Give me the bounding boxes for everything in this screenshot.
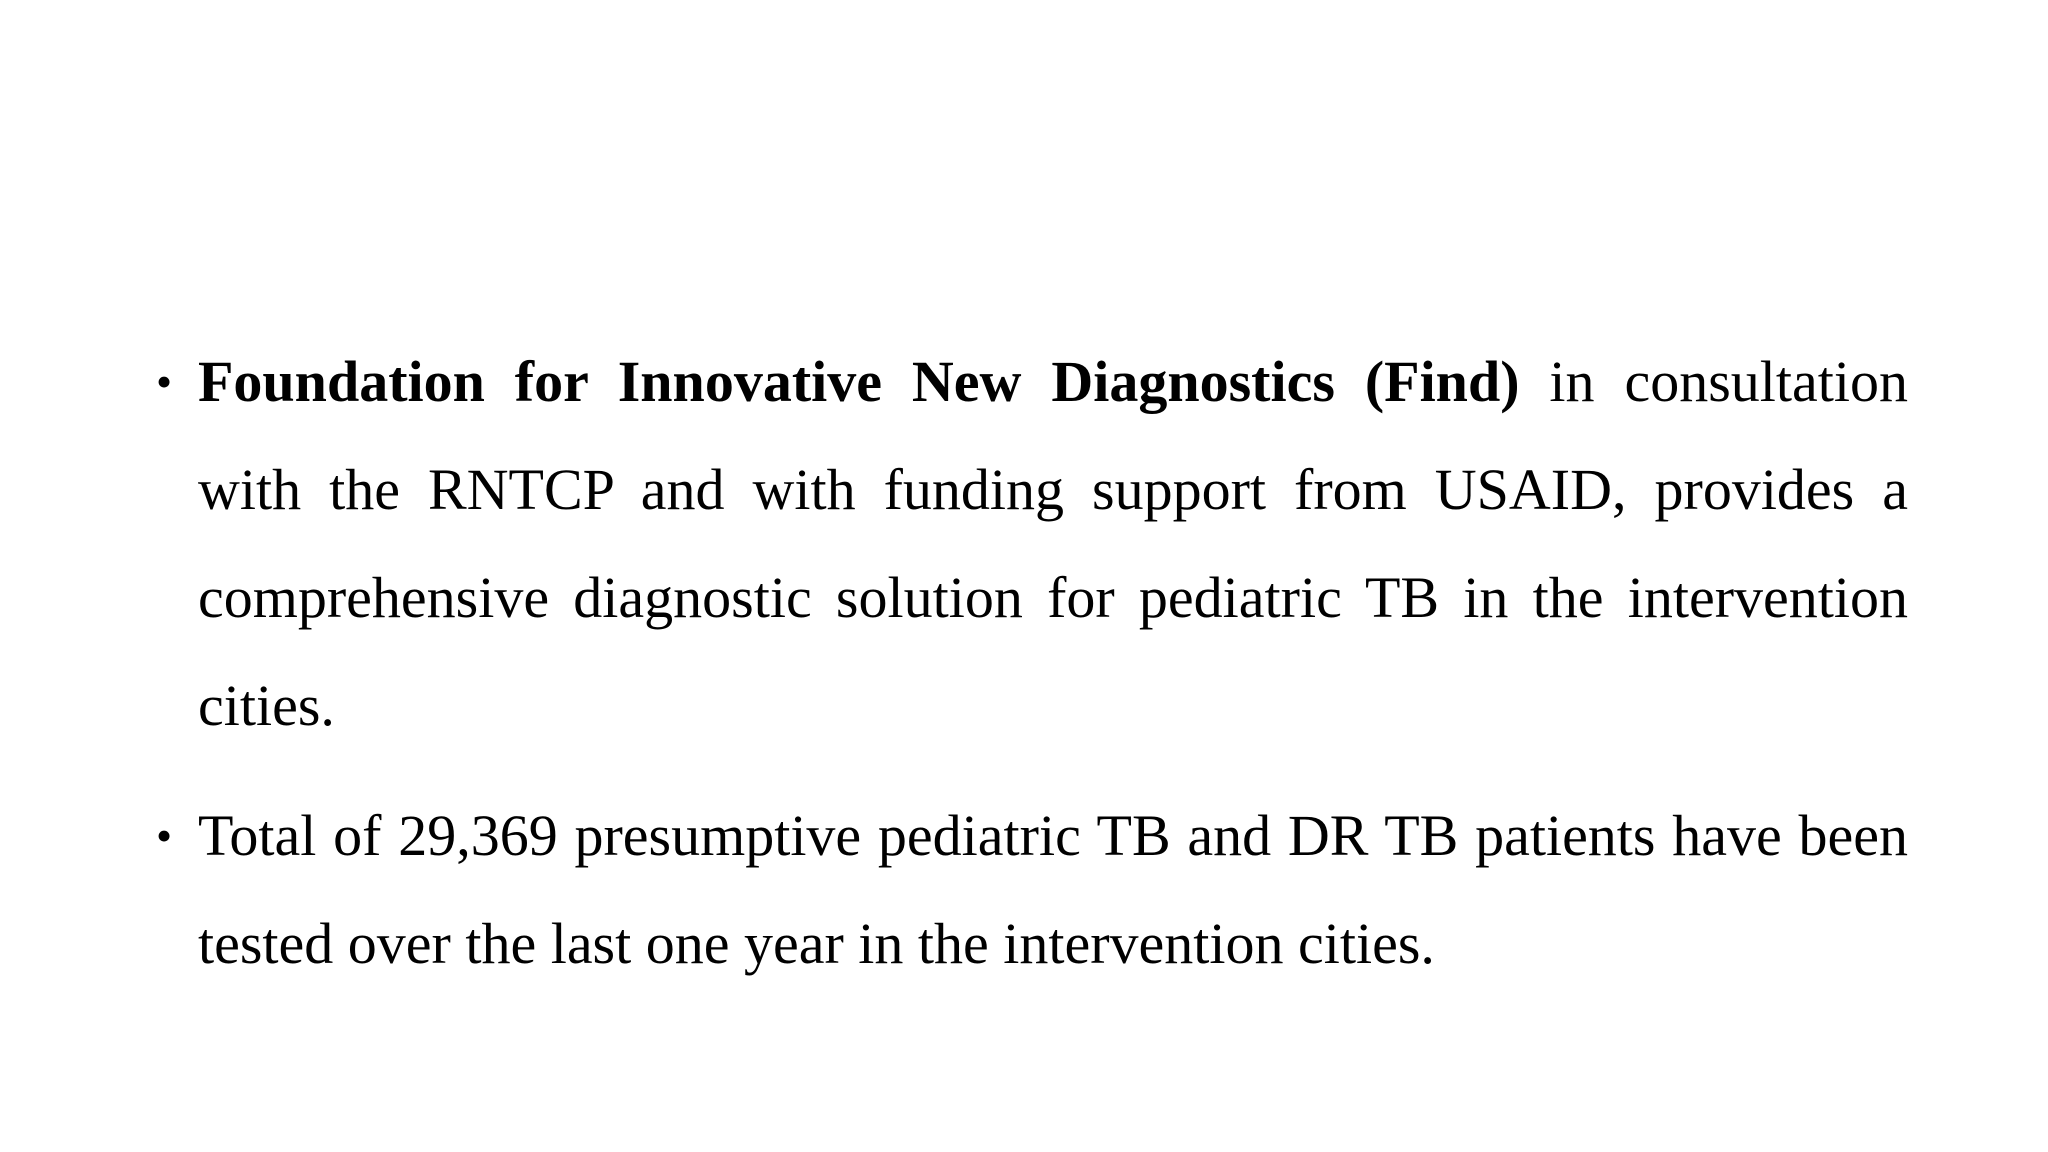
bullet-item-1 [150,328,1908,760]
bullet-icon: • [156,810,173,861]
bullet-icon: • [156,356,173,407]
bullet-item-2 [150,782,1908,998]
bullet-text [198,803,1908,976]
bullet-text [198,349,1908,738]
bullet-body-text: in consultation with the RNTCP and with funding support from USAID, provides a comprehensive diagnostic solution for pediatric TB in the intervention cities. [198,349,1908,738]
bullet-body-text: Total of 29,369 presumptive pediatric TB and DR TB patients have been tested over the last one year in the intervention cities. [198,803,1908,976]
bullet-bold-text: Foundation for Innovative New Diagnostics (Find) [198,349,1520,414]
bullet-list [150,328,1908,1020]
